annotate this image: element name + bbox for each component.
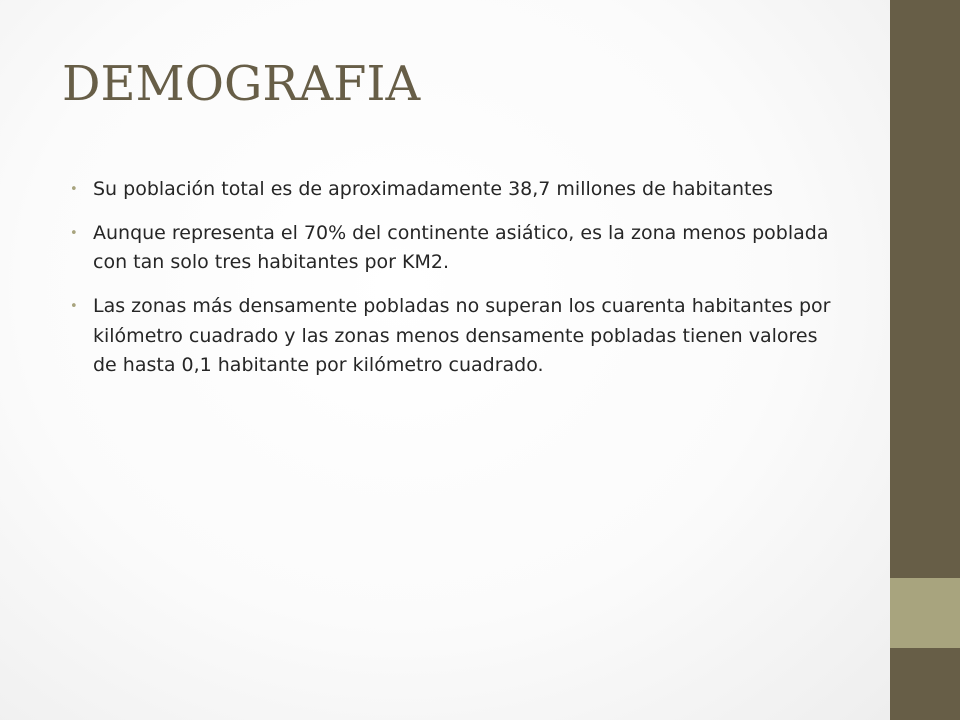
slide-title: DEMOGRAFIA: [62, 56, 421, 112]
bullet-text: Su población total es de aproximadamente 38,7 millones de habitantes: [93, 178, 774, 200]
side-bar-accent: [890, 578, 960, 648]
bullet-text: Aunque representa el 70% del continente asiático, es la zona menos poblada con tan solo tres habitantes por KM2.: [93, 221, 829, 274]
bullet-icon: •: [70, 298, 78, 314]
bullet-item: [70, 175, 840, 205]
bullet-item: [70, 219, 840, 278]
side-bar-bottom: [890, 648, 960, 720]
bullet-icon: •: [70, 182, 78, 197]
side-bar-top: [890, 0, 960, 578]
bullet-item: [70, 292, 840, 381]
bullet-text: Las zonas más densamente pobladas no superan los cuarenta habitantes por kilómetro cuadrado y las zonas menos densamente pobladas tienen valores de hasta 0,1 habitante por kilómetro cuadrado.: [93, 294, 831, 377]
bullet-list: [70, 175, 840, 395]
bullet-icon: •: [70, 225, 78, 241]
